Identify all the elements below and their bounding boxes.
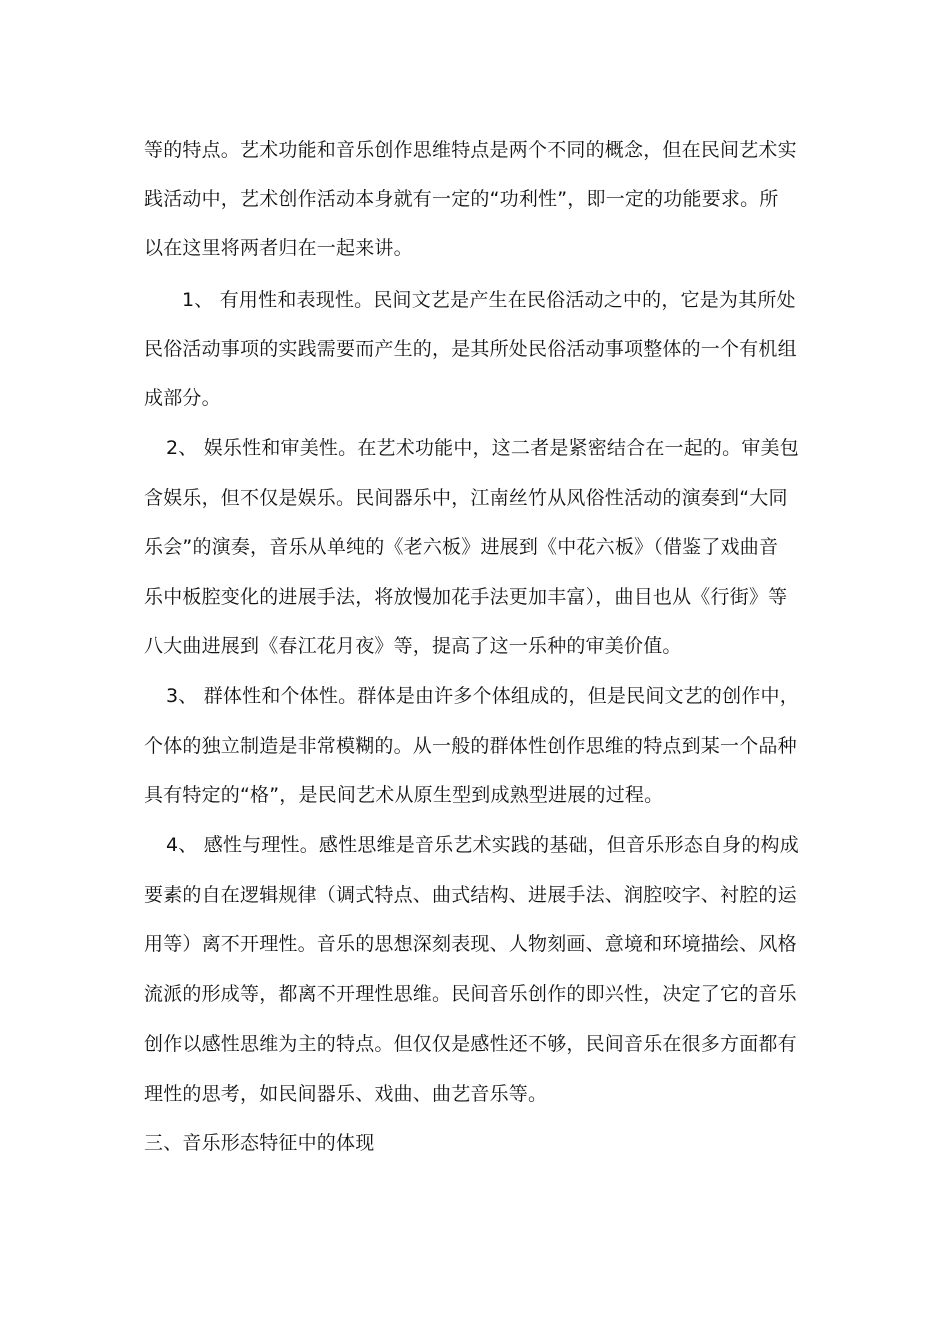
list-item-4-heading: 4、 感性与理性。感性思维是音乐艺术实践的基础，但音乐形态自身的构成 (166, 834, 799, 856)
paragraph-line: 八大曲进展到《春江花月夜》等，提高了这一乐种的审美价值。 (144, 635, 682, 657)
paragraph-line: 乐会”的演奏，音乐从单纯的《老六板》进展到《中花六板》（借鉴了戏曲音 (144, 536, 779, 558)
list-item-3-heading: 3、 群体性和个体性。群体是由许多个体组成的，但是民间文艺的创作中， (166, 685, 799, 707)
paragraph-line: 乐中板腔变化的进展手法，将放慢加花手法更加丰富），曲目也从《行街》等 (144, 586, 788, 608)
list-item-1-heading: 1、 有用性和表现性。民间文艺是产生在民俗活动之中的，它是为其所处 (182, 289, 796, 311)
paragraph-line: 理性的思考，如民间器乐、戏曲、曲艺音乐等。 (144, 1083, 548, 1105)
paragraph-line: 流派的形成等，都离不开理性思维。民间音乐创作的即兴性，决定了它的音乐 (144, 983, 797, 1005)
section-heading: 三、音乐形态特征中的体现 (144, 1132, 375, 1154)
paragraph-line: 践活动中，艺术创作活动本身就有一定的“功利性”，即一定的功能要求。所 (144, 188, 779, 210)
paragraph-line: 个体的独立制造是非常模糊的。从一般的群体性创作思维的特点到某一个品种 (144, 735, 797, 757)
paragraph-line: 创作以感性思维为主的特点。但仅仅是感性还不够，民间音乐在很多方面都有 (144, 1033, 797, 1055)
paragraph-line: 含娱乐，但不仅是娱乐。民间器乐中，江南丝竹从风俗性活动的演奏到“大同 (144, 487, 788, 509)
paragraph-line: 成部分。 (144, 387, 221, 409)
paragraph-line: 等的特点。艺术功能和音乐创作思维特点是两个不同的概念，但在民间艺术实 (144, 139, 797, 161)
paragraph-line: 具有特定的“格”，是民间艺术从原生型到成熟型进展的过程。 (144, 784, 664, 806)
paragraph-line: 用等）离不开理性。音乐的思想深刻表现、人物刻画、意境和环境描绘、风格 (144, 933, 797, 955)
paragraph-line: 要素的自在逻辑规律（调式特点、曲式结构、进展手法、润腔咬字、衬腔的运 (144, 884, 797, 906)
paragraph-line: 民俗活动事项的实践需要而产生的，是其所处民俗活动事项整体的一个有机组 (144, 338, 797, 360)
paragraph-line: 以在这里将两者归在一起来讲。 (144, 237, 413, 259)
list-item-2-heading: 2、 娱乐性和审美性。在艺术功能中，这二者是紧密结合在一起的。审美包 (166, 437, 799, 459)
